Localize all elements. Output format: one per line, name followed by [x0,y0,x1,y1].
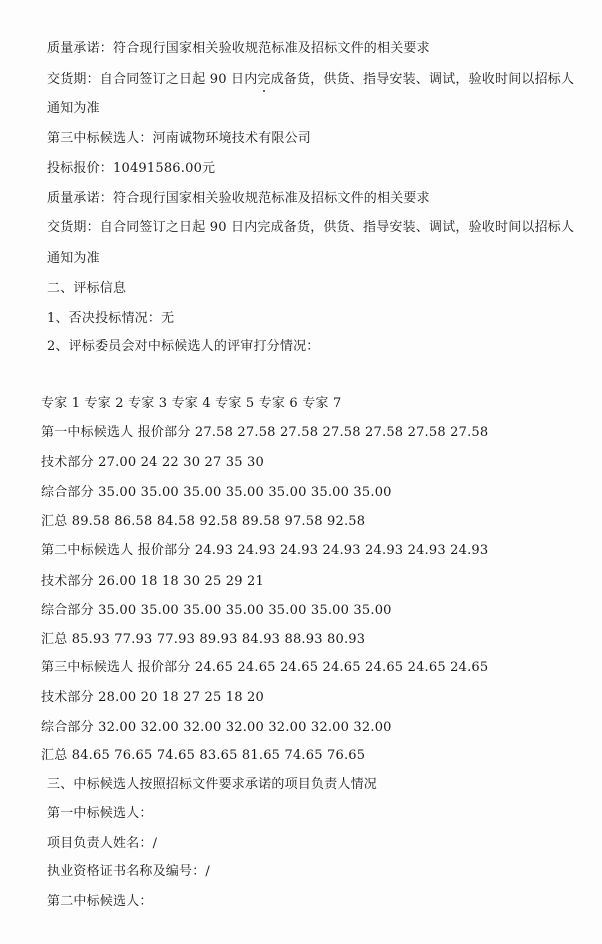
score-row-1-price: 第一中标候选人 报价部分 27.58 27.58 27.58 27.58 27.58 27.58 27.58 [41,425,489,440]
score-row-1-overall: 综合部分 35.00 35.00 35.00 35.00 35.00 35.00 35.00 [41,485,392,500]
first-candidate-label: 第一中标候选人： [47,806,153,821]
quality-commitment-3: 质量承诺：符合现行国家相关验收规范标准及招标文件的相关要求 [47,191,430,206]
score-row-3-overall: 综合部分 32.00 32.00 32.00 32.00 32.00 32.00 32.00 [41,720,392,735]
score-row-2-overall: 综合部分 35.00 35.00 35.00 35.00 35.00 35.00 35.00 [41,603,392,618]
section-heading-3: 三、中标候选人按照招标文件要求承诺的项目负责人情况 [47,777,378,792]
score-header-row: 专家 1 专家 2 专家 3 专家 4 专家 5 专家 6 专家 7 [41,396,342,411]
rejected-bids: 1、否决投标情况：无 [47,311,175,326]
delivery-period-3: 交货期：自合同签订之日起 90 日内完成备货，供货、指导安装、调试，验收时间以招标人 [47,220,575,235]
score-row-2-total: 汇总 85.93 77.93 77.93 89.93 84.93 88.93 80.93 [41,632,366,647]
score-row-1-technical: 技术部分 27.00 24 22 30 27 35 30 [41,455,264,470]
scan-speck [263,90,265,92]
section-heading-2: 二、评标信息 [47,281,127,296]
delivery-period-3-cont: 通知为准 [47,251,100,266]
score-row-1-total: 汇总 89.58 86.58 84.58 92.58 89.58 97.58 92.58 [41,514,366,529]
delivery-period-2: 交货期：自合同签订之日起 90 日内完成备货，供货、指导安装、调试，验收时间以招标人 [47,72,575,87]
scoring-intro: 2、评标委员会对中标候选人的评审打分情况： [47,339,320,354]
score-row-2-price: 第二中标候选人 报价部分 24.93 24.93 24.93 24.93 24.93 24.93 24.93 [41,543,489,558]
third-candidate-bid: 投标报价：10491586.00元 [47,161,216,176]
second-candidate-label: 第二中标候选人： [47,894,153,909]
score-row-3-technical: 技术部分 28.00 20 18 27 25 18 20 [41,690,264,705]
score-row-3-price: 第三中标候选人 报价部分 24.65 24.65 24.65 24.65 24.65 24.65 24.65 [41,660,489,675]
score-row-3-total: 汇总 84.65 76.65 74.65 83.65 81.65 74.65 76.65 [41,748,366,763]
delivery-period-2-cont: 通知为准 [47,101,100,116]
quality-commitment-2: 质量承诺：符合现行国家相关验收规范标准及招标文件的相关要求 [47,41,430,56]
project-manager-name: 项目负责人姓名：/ [47,836,158,851]
third-candidate-name: 第三中标候选人：河南诚物环境技术有限公司 [47,131,312,146]
qualification-cert: 执业资格证书名称及编号：/ [47,864,210,879]
score-row-2-technical: 技术部分 26.00 18 18 30 25 29 21 [41,574,264,589]
